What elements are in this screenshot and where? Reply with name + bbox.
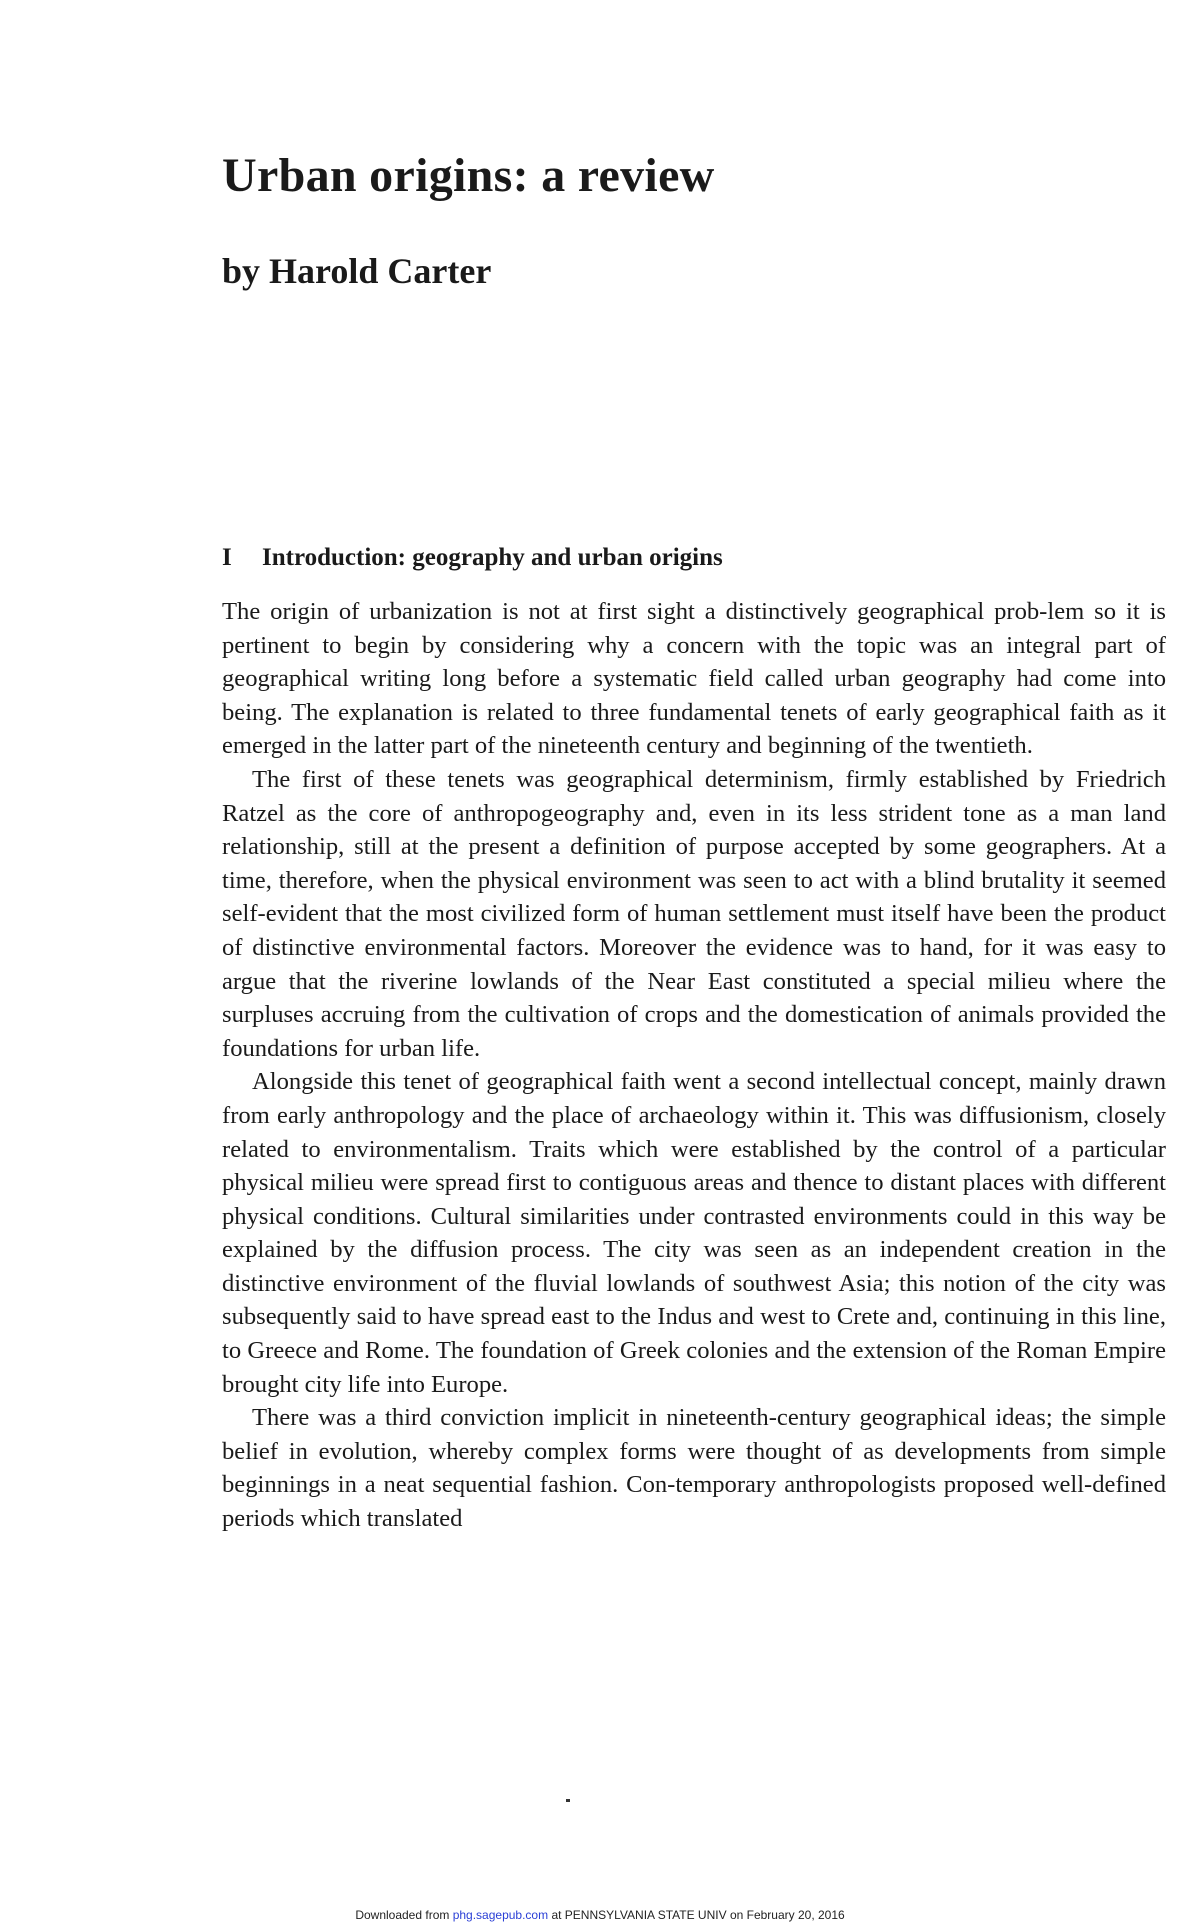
footer-suffix: at PENNSYLVANIA STATE UNIV on February 20, 2016 — [548, 1908, 845, 1922]
paragraph: There was a third conviction implicit in nineteenth-century geographical ideas; the simple belief in evolution, whereby complex forms were thought of as developments from simple beginnings in a neat sequential fashion. Con-temporary anthropologists proposed well-defined periods which translated — [222, 1404, 1166, 1533]
paragraph: Alongside this tenet of geographical faith went a second intellectual concept, mainly drawn from early anthropology and the place of archaeology within it. This was diffusionism, closely related to environmentalism. Traits which were established by the control of a particular physical milieu were spread first to contiguous areas and thence to distant places with different physical conditions. Cultural similarities under contrasted environments could in this way be explained by the diffusion process. The city was seen as an independent creation in the distinctive environment of the fluvial lowlands of southwest Asia; this notion of the city was subsequently said to have spread east to the Indus and west to Crete and, continuing in this line, to Greece and Rome. The foundation of Greek colonies and the extension of the Roman Empire brought city life into Europe. — [222, 1068, 1166, 1398]
page-mark — [566, 1799, 570, 1802]
section-title: Introduction: geography and urban origins — [262, 544, 723, 571]
footer-prefix: Downloaded from — [355, 1908, 453, 1922]
paragraph: The origin of urbanization is not at first sight a distinctively geographical prob-lem so it is pertinent to begin by considering why a concern with the topic was an integral part of geographical writing long before a systematic field called urban geography had come into being. The explanation is related to three fundamental tenets of early geographical faith as it emerged in the latter part of the nineteenth century and beginning of the twentieth. — [222, 598, 1166, 760]
article-title: Urban origins: a review — [222, 149, 715, 202]
body-text — [222, 595, 1166, 1536]
section-number: I — [222, 544, 232, 571]
download-footer — [0, 1908, 1200, 1922]
paragraph: The first of these tenets was geographical determinism, firmly established by Friedrich Ratzel as the core of anthropogeography and, even in its less strident tone as a man land relationship, still at the present a definition of purpose accepted by some geographers. At a time, therefore, when the physical environment was seen to act with a blind brutality it seemed self-evident that the most civilized form of human settlement must itself have been the product of distinctive environmental factors. Moreover the evidence was to hand, for it was easy to argue that the riverine lowlands of the Near East constituted a special milieu where the surpluses accruing from the cultivation of crops and the domestication of animals provided the foundations for urban life. — [222, 765, 1166, 1062]
article-author: by Harold Carter — [222, 251, 492, 291]
footer-link[interactable]: phg.sagepub.com — [452, 1908, 549, 1922]
section-heading — [222, 544, 1172, 572]
